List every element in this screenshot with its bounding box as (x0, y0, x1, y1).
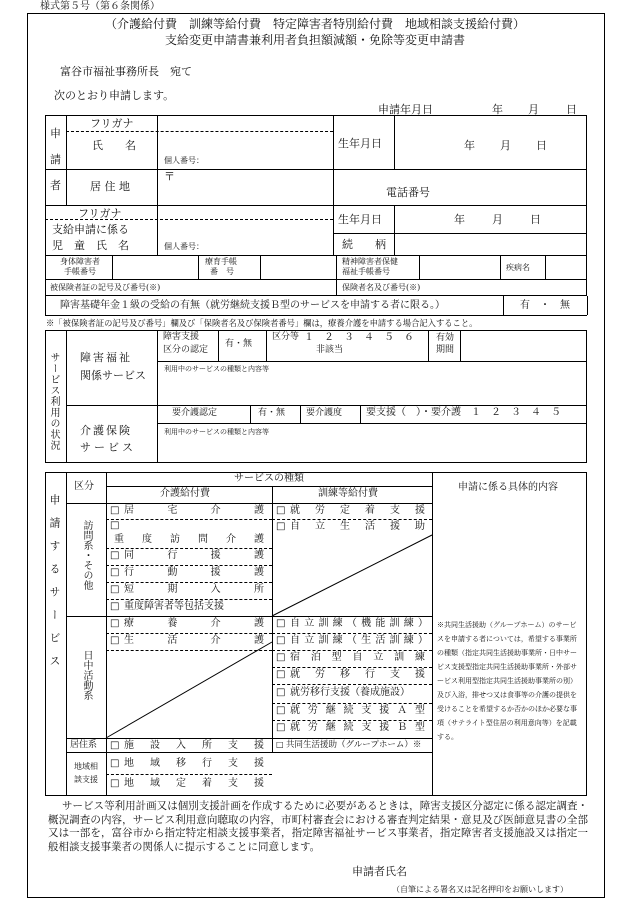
title-line2: 支給変更申請書兼利用者負担額減額・免除等変更申請書 (164, 33, 465, 47)
application-date-month: 月 (528, 103, 539, 116)
community-check-0[interactable]: □ (110, 758, 120, 769)
day-check-1[interactable]: □ (110, 635, 120, 646)
day-training-check-0[interactable]: □ (276, 618, 286, 629)
grade-options: １ ２ ３ ４ ５ ６ (304, 332, 414, 343)
visit-label-0: 居宅介護 (124, 505, 264, 516)
child-name-line1: 支給申請に係る (52, 223, 129, 236)
community-label-1: 地域定着支援 (124, 778, 264, 789)
visit-group-label: 訪問系・その他 (81, 520, 92, 590)
day-training-label-5: 就労継続支援Ａ型 (290, 705, 425, 716)
support-cert-yes-no: 有・無 (225, 339, 253, 349)
day-training-label-0: 自立訓練（機能訓練） (290, 618, 428, 629)
care-current-services: 利用中のサービスの種類と内容等 (164, 428, 269, 436)
visit-training-check-1[interactable]: □ (276, 521, 286, 532)
form-number: 様式第５号（第６条関係） (40, 1, 160, 12)
applicant-side-2: 請 (50, 153, 61, 166)
visit-label-2: 重度訪問介護 (114, 534, 264, 545)
consent-text: サービス等利用計画又は個別支援計画を作成するために必要があるときは，障害支援区分認定に係る認定調査・概況調査の内容，サービス利用意向聴取の内容，市町村審査会における審査判定結果・意見及び医師意見書の全部又は一部を，富谷市から指定特定相談支援事業者，指定障害福祉サービス事業者，指定障害者支援施設又は指定一般相談支援事業者の関係人に提示することに同意します。 (48, 800, 588, 853)
care-level-options: 要支援（ ）・要介護 １ ２ ３ ４ ５ (366, 407, 561, 418)
visit-check-3[interactable]: □ (110, 550, 120, 561)
application-date-day: 日 (566, 103, 577, 116)
applicant-address-label: 居 住 地 (90, 180, 130, 193)
visit-training-label-0: 就労定着支援 (290, 505, 425, 516)
day-check-0[interactable]: □ (110, 618, 120, 629)
applicant-furigana-label: フリガナ (90, 117, 134, 130)
day-label-1: 生活介護 (124, 635, 264, 646)
valid-period-l1: 有効 (436, 333, 455, 343)
mental-handbook-l1: 精神障害者保健 (342, 257, 398, 266)
residence-check[interactable]: □ (110, 740, 120, 751)
applicant-birth-label: 生年月日 (338, 137, 382, 150)
day-training-check-5[interactable]: □ (276, 705, 286, 716)
phone-label: 電話番号 (386, 186, 430, 199)
visit-label-5: 短期入所 (124, 584, 264, 595)
care-level-label: 要介護度 (306, 408, 343, 418)
residence-label: 施設入所支援 (124, 740, 264, 751)
care-benefit-header: 介護給付費 (160, 488, 210, 499)
day-training-check-4[interactable]: □ (276, 687, 286, 698)
intro-text: 次のとおり申請します。 (54, 89, 175, 102)
community-group-label: 地域相談支援 (74, 762, 98, 784)
child-furigana-label: フリガナ (78, 207, 122, 220)
day-training-label-6: 就労継続支援Ｂ型 (290, 722, 425, 733)
child-birth-label: 生年月日 (338, 213, 382, 226)
mental-handbook-l2: 福祉手帳番号 (342, 267, 390, 276)
visit-training-label-1: 自立生活援助 (290, 521, 425, 532)
child-birth-month: 月 (492, 213, 503, 226)
community-check-1[interactable]: □ (110, 778, 120, 789)
child-personal-no: 個人番号： (164, 242, 204, 251)
training-benefit-header: 訓練等給付費 (318, 488, 378, 499)
insured-no-label: 被保険者証の記号及び番号(※) (50, 283, 161, 292)
not-applicable: 非該当 (316, 345, 344, 355)
pension-answer: 有 ・ 無 (520, 300, 570, 311)
visit-check-0[interactable]: □ (110, 505, 120, 516)
title-line1: （介護給付費 訓練等給付費 特定障害者特別給付費 地域相談支援給付費） (104, 17, 525, 31)
details-header: 申請に係る具体的内容 (458, 482, 558, 493)
day-training-check-1[interactable]: □ (276, 635, 286, 646)
residence-group-label: 居住系 (70, 740, 98, 750)
day-training-check-3[interactable]: □ (276, 669, 286, 680)
group-home-note: ※共同生活援助（グループホーム）のサービスを申請する者については，希望する事業所の種類（指定共同生活援助事業所・日中サービス支援型指定共同生活援助事業所・外部サービス利用型指定共同生活援助事業所の別）及び入浴，排せつ又は食事等の介護の提供を受けることを希望するか否かのほか必要な事項（サテライト型住居の利用意向等）を記載する。 (437, 621, 577, 741)
care-cert-label: 要介護認定 (172, 408, 218, 418)
day-training-label-7: 共同生活援助（グループホーム）※ (286, 740, 422, 750)
care-cert-yes-no: 有・無 (258, 408, 286, 418)
service-kinds-header: サービスの種類 (234, 473, 304, 484)
day-training-check-6[interactable]: □ (276, 722, 286, 733)
day-training-label-4: 就労移行支援（養成施設） (290, 687, 410, 698)
signature-label: 申請者氏名 (352, 865, 407, 878)
rehab-handbook-l1: 療育手帳 (205, 257, 237, 266)
day-label-0: 療養介護 (124, 618, 264, 629)
child-birth-year: 年 (454, 213, 465, 226)
day-group-label: 日中活動系 (81, 650, 92, 700)
visit-label-4: 行動援護 (124, 567, 264, 578)
rehab-handbook-l2: 番 号 (210, 267, 234, 276)
postal-mark: 〒 (164, 170, 175, 183)
services-side-label: 申請するサービス (48, 494, 61, 678)
day-training-label-2: 宿泊型自立訓練 (290, 652, 425, 663)
welfare-l2: 関係サービス (80, 369, 146, 382)
grade-label: 区分等 (272, 332, 300, 342)
category-header: 区分 (74, 481, 94, 492)
application-date-label: 申請年月日 (378, 103, 433, 116)
applicant-birth-month: 月 (500, 139, 511, 152)
usage-side-label: サービス利用の状況 (48, 352, 59, 451)
insured-note: ※「被保険者証の記号及び番号」欄及び「保険者名及び保険者番号」欄は，療養介護を申請する場合記入すること。 (46, 318, 478, 328)
visit-label-6: 重度障害者等包括支援 (124, 601, 224, 612)
community-label-0: 地域移行支援 (124, 758, 264, 769)
welfare-current-services: 利用中のサービスの種類と内容等 (164, 365, 269, 373)
disease-label: 疾病名 (506, 263, 530, 272)
physical-handbook-l2: 手帳番号 (64, 267, 96, 276)
applicant-side-1: 申 (50, 127, 61, 140)
day-training-check-2[interactable]: □ (276, 652, 286, 663)
support-cert-l1: 障害支援 (163, 332, 200, 342)
child-name-line2: 児 童 氏 名 (52, 239, 129, 252)
visit-training-check-0[interactable]: □ (276, 505, 286, 516)
pension-question: 障害基礎年金１級の受給の有無（就労継続支援Ｂ型のサービスを申請する者に限る。） (60, 300, 445, 311)
applicant-side-3: 者 (50, 179, 61, 192)
day-training-label-1: 自立訓練（生活訓練） (290, 635, 428, 646)
visit-check-6[interactable]: □ (110, 601, 120, 612)
visit-check-5[interactable]: □ (110, 584, 120, 595)
physical-handbook-l1: 身体障害者 (60, 257, 100, 266)
insurer-label: 保険者名及び番号(※) (342, 283, 421, 292)
application-date-year: 年 (492, 103, 503, 116)
applicant-birth-day: 日 (536, 139, 547, 152)
child-birth-day: 日 (530, 213, 541, 226)
applicant-birth-year: 年 (464, 139, 475, 152)
signature-note: （自筆による署名又は記名押印をお願いします） (392, 885, 568, 894)
care-l1: 介護保険 (80, 424, 132, 437)
applicant-name-label: 氏 名 (92, 139, 136, 152)
care-l2: サービス (80, 441, 136, 454)
support-cert-l2: 区分の認定 (163, 345, 209, 355)
visit-check-1[interactable]: □ (110, 520, 120, 531)
day-training-check-7[interactable]: □ (276, 740, 284, 749)
visit-check-4[interactable]: □ (110, 567, 120, 578)
visit-label-3: 同行援護 (124, 550, 264, 561)
child-relation-label: 続 柄 (342, 238, 386, 251)
addressee: 富谷市福祉事務所長 宛て (60, 65, 192, 78)
valid-period-l2: 期間 (436, 345, 455, 355)
welfare-l1: 障害福祉 (80, 351, 132, 364)
applicant-personal-no: 個人番号： (164, 156, 204, 165)
day-training-label-3: 就労移行支援 (290, 669, 425, 680)
